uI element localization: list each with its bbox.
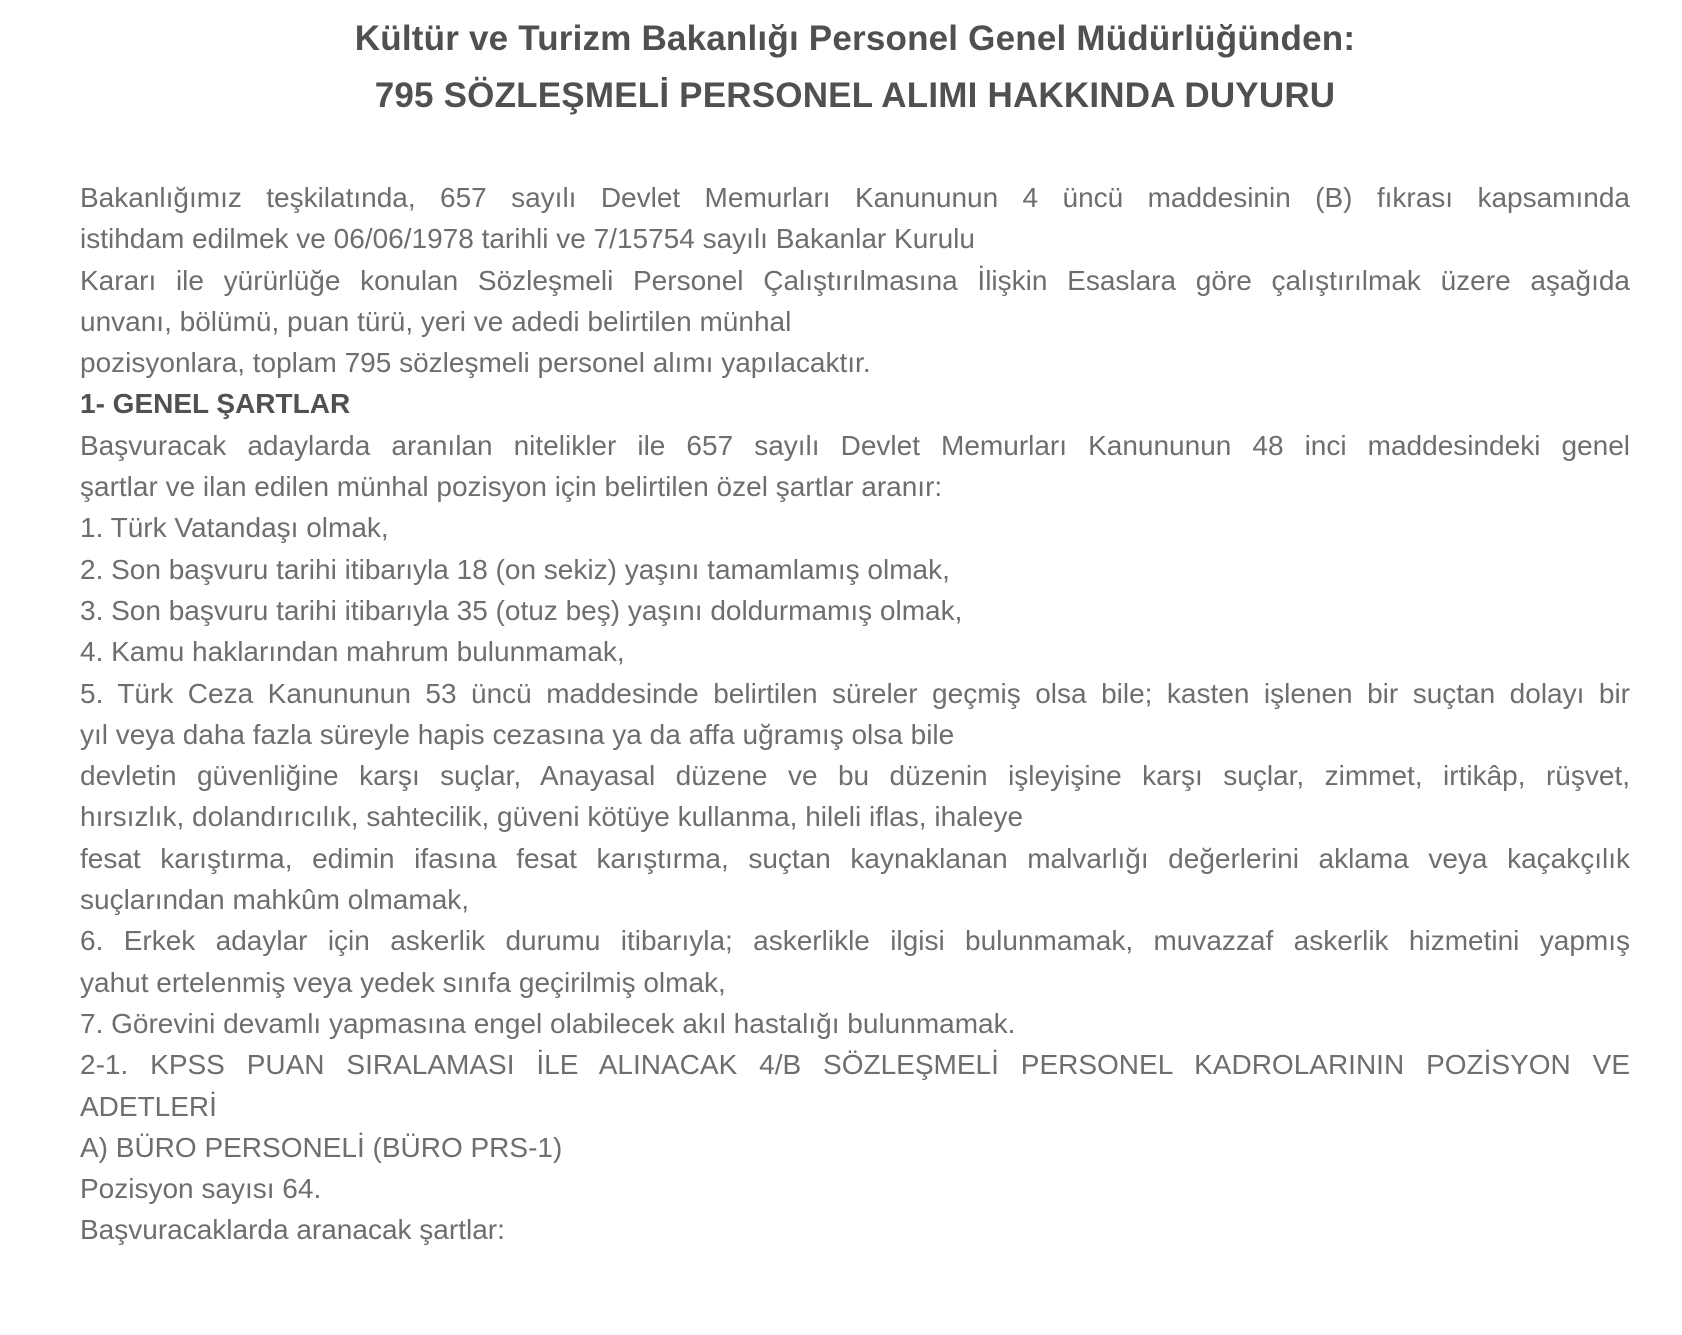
- body-text-line: 6. Erkek adaylar için askerlik durumu itibarıyla; askerlikle ilgisi bulunmamak, muvazzaf askerlik hizmetini yapmış: [80, 925, 1630, 957]
- body-text-line: 5. Türk Ceza Kanununun 53 üncü maddesinde belirtilen süreler geçmiş olsa bile; kasten işlenen bir suçtan dolayı bir: [80, 677, 1630, 709]
- body-text-line: hırsızlık, dolandırıcılık, sahtecilik, güveni kötüye kullanma, hileli iflas, ihaleye: [80, 801, 1024, 833]
- body-text-line: devletin güvenliğine karşı suçlar, Anayasal düzene ve bu düzenin işleyişine karşı suçlar, zimmet, irtikâp, rüşvet,: [80, 760, 1630, 792]
- body-text-line: 2-1. KPSS PUAN SIRALAMASI İLE ALINACAK 4/B SÖZLEŞMELİ PERSONEL KADROLARININ POZİSYON VE: [80, 1049, 1630, 1081]
- body-text-line: istihdam edilmek ve 06/06/1978 tarihli ve 7/15754 sayılı Bakanlar Kurulu: [80, 223, 975, 255]
- document-title: [80, 10, 1630, 124]
- body-text-line: Kararı ile yürürlüğe konulan Sözleşmeli Personel Çalıştırılmasına İlişkin Esaslara göre çalıştırılmak üzere aşağıda: [80, 264, 1630, 296]
- body-text-line: 3. Son başvuru tarihi itibarıyla 35 (otuz beş) yaşını doldurmamış olmak,: [80, 594, 963, 626]
- document-title-line-2: 795 SÖZLEŞMELİ PERSONEL ALIMI HAKKINDA DUYURU: [374, 76, 1336, 115]
- body-text-line: suçlarından mahkûm olmamak,: [80, 884, 470, 916]
- document-title-line-1: Kültür ve Turizm Bakanlığı Personel Genel Müdürlüğünden:: [354, 19, 1356, 58]
- body-text-line: unvanı, bölümü, puan türü, yeri ve adedi belirtilen münhal: [80, 305, 792, 337]
- body-text-line: Pozisyon sayısı 64.: [80, 1173, 322, 1205]
- document-body: [80, 177, 1630, 1251]
- body-text-line: 4. Kamu haklarından mahrum bulunmamak,: [80, 636, 625, 668]
- body-text-line: ADETLERİ: [80, 1090, 217, 1122]
- body-text-line: Bakanlığımız teşkilatında, 657 sayılı Devlet Memurları Kanununun 4 üncü maddesinin (B) fıkrası kapsamında: [80, 182, 1630, 213]
- body-text-line: pozisyonlara, toplam 795 sözleşmeli personel alımı yapılacaktır.: [80, 347, 871, 379]
- body-text-line: Başvuracak adaylarda aranılan nitelikler ile 657 sayılı Devlet Memurları Kanununun 48 inci maddesindeki genel: [80, 429, 1630, 461]
- body-text-line: 2. Son başvuru tarihi itibarıyla 18 (on sekiz) yaşını tamamlamış olmak,: [80, 553, 950, 585]
- body-text-line: 1. Türk Vatandaşı olmak,: [80, 512, 389, 544]
- body-text-line: 7. Görevini devamlı yapmasına engel olabilecek akıl hastalığı bulunmamak.: [80, 1007, 1016, 1039]
- body-text-line: şartlar ve ilan edilen münhal pozisyon için belirtilen özel şartlar aranır:: [80, 471, 943, 503]
- section-heading: 1- GENEL ŞARTLAR: [80, 388, 351, 420]
- body-text-line: yahut ertelenmiş veya yedek sınıfa geçirilmiş olmak,: [80, 966, 726, 998]
- body-text-line: Başvuracaklarda aranacak şartlar:: [80, 1214, 505, 1246]
- body-text-line: yıl veya daha fazla süreyle hapis cezasına ya da affa uğramış olsa bile: [80, 718, 955, 750]
- body-text-line: fesat karıştırma, edimin ifasına fesat karıştırma, suçtan kaynaklanan malvarlığı değerlerini aklama veya kaçakçılık: [80, 842, 1630, 874]
- body-text-line: A) BÜRO PERSONELİ (BÜRO PRS-1): [80, 1131, 563, 1163]
